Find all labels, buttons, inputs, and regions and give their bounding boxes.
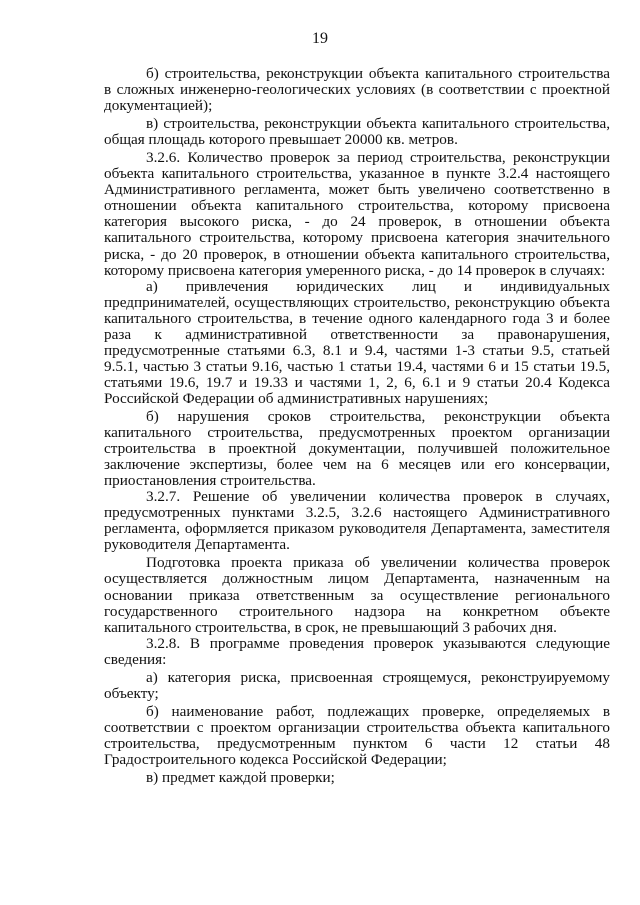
paragraph-order-preparation: Подготовка проекта приказа об увеличении количества проверок осуществляется должностным лицом Департамента, назначенным на основании приказа ответственным за осуществление регионального государственного строительного надзора на конкретном объекте капитального строительства, в срок, не превышающий 3 рабочих дня. [104,554,610,636]
paragraph-3-2-6: 3.2.6. Количество проверок за период строительства, реконструкции объекта капитального строительства, указанное в пункте 3.2.4 настоящего Административного регламента, может быть увеличено соответственно в отношении объекта капитального строительства, которому присвоена категория высокого риска, - до 24 проверок, в отношении объекта капитального строительства, которому присвоена категория значительного риска, - до 20 проверок, в отношении объекта капитального строительства, которому присвоена категория умеренного риска, - до 14 проверок в случаях: [104,149,610,279]
document-body [104,66,610,786]
paragraph-3-2-6-b: б) нарушения сроков строительства, реконструкции объекта капитального строительства, предусмотренных проектом организации строительства в проектной документации, получившей положительное заключение экспертизы, более чем на 6 месяцев или его консервации, приостановления строительства. [104,407,610,490]
paragraph-3-2-8-b: б) наименование работ, подлежащих проверке, определяемых в соответствии с проектом организации строительства объекта капитального строительства, предусмотренным пунктом 6 части 12 статьи 48 Градостроительного кодекса Российской Федерации; [104,702,610,768]
paragraph-3-2-8-a: а) категория риска, присвоенная строящемуся, реконструируемому объекту; [104,668,610,702]
paragraph-item-b-geology: б) строительства, реконструкции объекта капитального строительства в сложных инженерно-геологических условиях (в соответствии с проектной документацией); [104,65,610,115]
paragraph-3-2-8-v: в) предмет каждой проверки; [146,769,335,787]
page-number: 19 [312,30,328,47]
paragraph-3-2-8: 3.2.8. В программе проведения проверок указываются следующие сведения: [104,634,610,668]
paragraph-3-2-7: 3.2.7. Решение об увеличении количества проверок в случаях, предусмотренных пунктами 3.2.5, 3.2.6 настоящего Административного регламента, оформляется приказом руководителя Департамента, заместителя руководителя Департамента. [104,488,610,554]
paragraph-3-2-6-a: а) привлечения юридических лиц и индивидуальных предпринимателей, осуществляющих строительство, реконструкцию объекта капитального строительства, в течение одного календарного года 3 и более раза к административной ответственности за правонарушения, предусмотренные статьями 6.3, 8.1 и 9.4, частями 1-3 статьи 9.5, статьей 9.5.1, частью 3 статьи 9.16, частью 1 статьи 19.4, частями 6 и 15 статьи 19.5, статьями 19.6, 19.7 и 19.33 и частями 1, 2, 6, 6.1 и 9 статьи 20.4 Кодекса Российской Федерации об административных нарушениях; [104,277,610,407]
paragraph-item-v-area: в) строительства, реконструкции объекта капитального строительства, общая площадь которого превышает 20000 кв. метров. [104,115,610,149]
